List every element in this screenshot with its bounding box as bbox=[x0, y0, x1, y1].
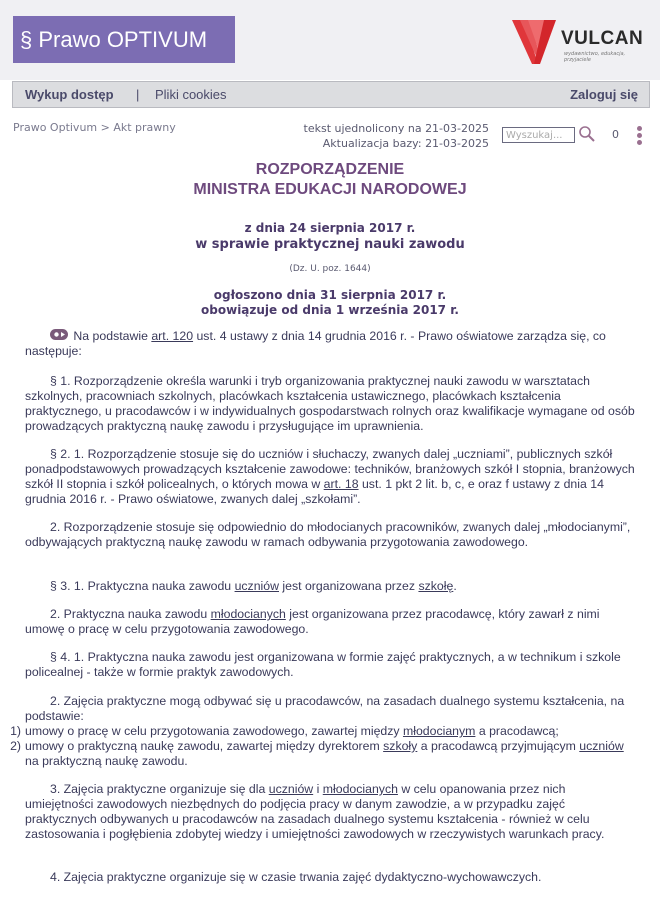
breadcrumb[interactable]: Prawo Optivum > Akt prawny bbox=[13, 121, 176, 134]
search-icon[interactable] bbox=[578, 125, 596, 143]
top-nav bbox=[12, 81, 650, 108]
paragraph-4-1: § 4. 1. Praktyczna nauka zawodu jest organizowana w formie zajęć praktycznych, a w technikum i szkole policealnej - także w formie praktyk zawodowych. bbox=[25, 650, 621, 679]
paragraph-2-1: § 2. 1. Rozporządzenie stosuje się do uczniów i słuchaczy, zwanych dalej „uczniami”, publicznych szkół ponadpodstawowych prowadzących kształcenie zawodowe: techników, branżowych szkół I stopnia, branżowych szkół II stopnia i szkół policealnych, o których mowa w art. 18 ust. 1 pkt 2 lit. b, c, e oraz f ustawy z dnia 14 grudnia 2016 r. - Prawo oświatowe, zwanych dalej „szkołami”. bbox=[25, 447, 635, 506]
doc-title-2: MINISTRA EDUKACJI NARODOWEJ bbox=[193, 181, 467, 198]
paragraph-1: § 1. Rozporządzenie określa warunki i tryb organizowania praktycznej nauki zawodu w warsztatach szkolnych, pracowniach szkolnych, placówkach kształcenia ustawicznego, placówkach kształcenia praktycznego, u pracodawców i w indywidualnych gospodarstwach rolnych oraz kwalifikacje wymagane od osób prowadzących praktyczną naukę zawodu i przysługujące im uprawnienia. bbox=[25, 374, 635, 433]
nav-separator: | bbox=[136, 87, 140, 102]
art-120-link[interactable]: art. 120 bbox=[151, 329, 194, 343]
paragraph-3-2: 2. Praktyczna nauka zawodu młodocianych jest organizowana przez pracodawcę, który zawarł z nimi umowę o pracę w celu przygotowania zawodowego. bbox=[25, 607, 600, 636]
paragraph-4-3: 3. Zajęcia praktyczne organizuje się dla uczniów i młodocianych w celu opanowania przez nich umiejętności zawodowych niezbędnych do podjęcia pracy w danym zawodzie, a w przypadku zajęć praktycznych odbywanych u pracodawców na zasadach dualnego systemu kształcenia - również w celu zastosowania i pogłębienia zdobytej wiedzy i umiejętności zawodowych w rzeczywistych warunkach pracy. bbox=[25, 782, 605, 841]
list-item: 2) umowy o praktyczną naukę zawodu, zawartej między dyrektorem szkoły a pracodawcą przyjmującym uczniów na praktyczną naukę zawodu. bbox=[10, 739, 624, 768]
doc-effective: obowiązuje od dnia 1 września 2017 r. bbox=[201, 303, 459, 317]
buy-access-link[interactable]: Wykup dostęp bbox=[25, 87, 114, 102]
more-options-icon[interactable] bbox=[636, 126, 644, 146]
db-update-date: Aktualizacja bazy: 21-03-2025 bbox=[322, 137, 489, 150]
mlodocianych-link-2[interactable]: młodocianych bbox=[322, 782, 398, 796]
vulcan-logo[interactable] bbox=[510, 14, 650, 66]
uczniow-link-3[interactable]: uczniów bbox=[268, 782, 314, 796]
doc-journal: (Dz. U. poz. 1644) bbox=[289, 264, 371, 274]
doc-title-1: ROZPORZĄDZENIE bbox=[255, 161, 405, 178]
search-input[interactable] bbox=[502, 127, 575, 143]
legal-document bbox=[0, 160, 660, 317]
mlodocianych-link[interactable]: młodocianych bbox=[210, 607, 286, 621]
consolidated-date: tekst ujednolicony na 21-03-2025 bbox=[303, 122, 489, 135]
uczniow-link[interactable]: uczniów bbox=[234, 579, 279, 593]
paragraph-2-2: 2. Rozporządzenie stosuje się odpowiednio do młodocianych pracowników, zwanych dalej „młodocianymi”, odbywających praktyczną naukę zawodu w ramach odbywania przygotowania zawodowego. bbox=[25, 520, 631, 549]
intro-paragraph: Na podstawie art. 120 ust. 4 ustawy z dnia 14 grudnia 2016 r. - Prawo oświatowe zarządza się, co następuje: bbox=[25, 329, 606, 359]
art-18-link[interactable]: art. 18 bbox=[323, 477, 359, 491]
search-result-count: 0 bbox=[612, 128, 619, 141]
site-header bbox=[0, 0, 660, 80]
vulcan-v-icon bbox=[510, 16, 562, 66]
uczniow-link-2[interactable]: uczniów bbox=[579, 739, 624, 753]
doc-announced: ogłoszono dnia 31 sierpnia 2017 r. bbox=[213, 288, 447, 302]
paragraph-4-2: 2. Zajęcia praktyczne mogą odbywać się u pracodawców, na zasadach dualnego systemu kształcenia, na podstawie: bbox=[25, 694, 625, 723]
doc-subject: w sprawie praktycznej nauki zawodu bbox=[195, 237, 465, 252]
cookies-link[interactable]: Pliki cookies bbox=[155, 87, 227, 102]
vulcan-brand-name: VULCAN bbox=[561, 28, 644, 49]
mlodocianym-link[interactable]: młodocianym bbox=[402, 724, 476, 738]
list-item: 1) umowy o pracę w celu przygotowania zawodowego, zawartej między młodocianym a pracodawcą; bbox=[10, 724, 559, 738]
prawo-optivum-logo[interactable]: § Prawo OPTIVUM bbox=[13, 16, 235, 63]
paragraph-3-1: § 3. 1. Praktyczna nauka zawodu uczniów jest organizowana przez szkołę. bbox=[50, 579, 457, 593]
paragraph-4-4: 4. Zajęcia praktyczne organizuje się w czasie trwania zajęć dydaktyczno-wychowawczych. bbox=[50, 870, 542, 884]
vulcan-tagline: wydawnictwo, edukacja, przyjaciele bbox=[564, 51, 626, 63]
document-meta bbox=[290, 121, 489, 151]
toggle-view-icon[interactable] bbox=[50, 329, 68, 344]
szkoly-link[interactable]: szkoły bbox=[383, 739, 418, 753]
doc-date: z dnia 24 sierpnia 2017 r. bbox=[244, 221, 416, 235]
login-link[interactable]: Zaloguj się bbox=[570, 87, 638, 102]
szkole-link[interactable]: szkołę bbox=[418, 579, 454, 593]
